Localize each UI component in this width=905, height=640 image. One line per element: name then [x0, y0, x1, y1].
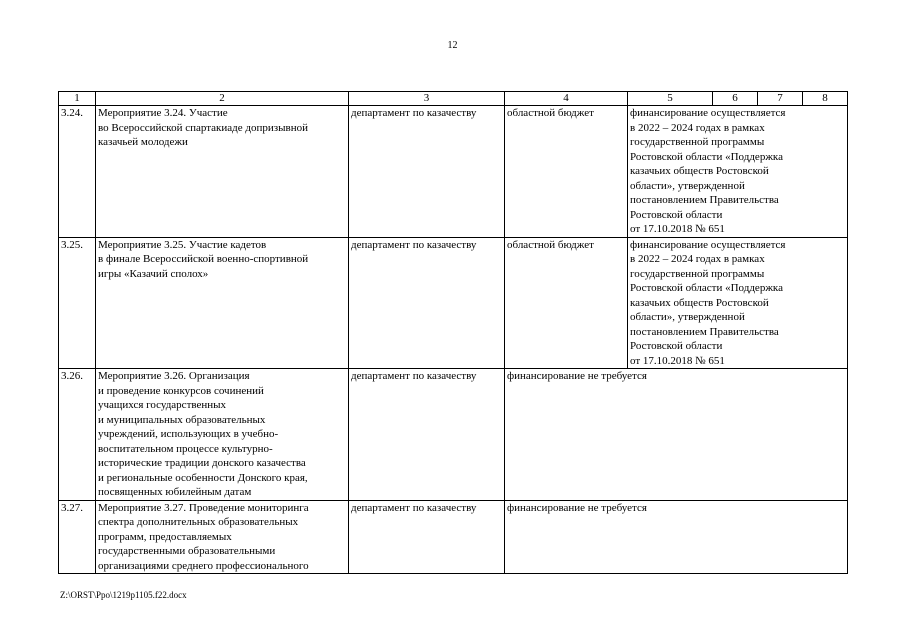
text-line: финансирование осуществляется — [630, 238, 786, 251]
page-number: 12 — [447, 40, 458, 51]
text-line: казачьих обществ Ростовской — [630, 165, 769, 177]
text-line: финансирование осуществляется — [630, 107, 786, 119]
text-line: государственной программы — [630, 267, 765, 280]
executor-cell: департамент по казачеству — [349, 500, 505, 574]
text-line: Мероприятие 3.26. Организация — [98, 370, 250, 382]
text-line: области», утвержденной — [630, 179, 745, 192]
text-line: Мероприятие 3.24. Участие — [98, 107, 228, 119]
measure-name-cell — [96, 500, 349, 574]
text-line: учащихся государственных — [98, 399, 227, 411]
row-number: 3.25. — [59, 237, 96, 369]
header-cell: 3 — [349, 92, 505, 106]
text-line: от 17.10.2018 № 651 — [630, 223, 725, 235]
table-header-row — [59, 92, 848, 106]
row-number: 3.24. — [59, 106, 96, 238]
table-row — [59, 106, 848, 238]
text-line: спектра дополнительных образовательных — [98, 516, 299, 528]
text-line: и муниципальных образовательных — [98, 413, 266, 426]
header-cell: 4 — [505, 92, 628, 106]
header-cell: 6 — [713, 92, 758, 106]
measure-name-cell — [96, 237, 349, 369]
header-cell: 8 — [803, 92, 848, 106]
text-line: Ростовской области — [630, 340, 723, 352]
text-line: государственной программы — [630, 136, 765, 148]
measure-name-cell — [96, 369, 349, 501]
text-line: организациями среднего профессионального — [98, 559, 309, 572]
text-line: в 2022 – 2024 годах в рамках — [630, 253, 765, 265]
funding-source-cell: областной бюджет — [505, 106, 628, 238]
text-line: области», утвержденной — [630, 311, 745, 323]
text-line: и проведение конкурсов сочинений — [98, 384, 264, 397]
financing-note-cell: финансирование не требуется — [505, 500, 848, 574]
text-line: Ростовской области «Поддержка — [630, 150, 783, 163]
text-line: постановлением Правительства — [630, 325, 779, 338]
text-line: казачьих обществ Ростовской — [630, 296, 769, 309]
text-line: программ, предоставляемых — [98, 530, 232, 543]
text-line: Мероприятие 3.27. Проведение мониторинга — [98, 501, 309, 514]
measures-table — [58, 91, 848, 574]
text-line: Мероприятие 3.25. Участие кадетов — [98, 238, 267, 251]
executor-cell: департамент по казачеству — [349, 237, 505, 369]
text-line: казачьей молодежи — [98, 136, 188, 148]
table-row — [59, 237, 848, 369]
text-line: воспитательном процессе культурно- — [98, 442, 273, 455]
text-line: постановлением Правительства — [630, 194, 779, 206]
text-line: государственными образовательными — [98, 545, 276, 557]
table-row — [59, 369, 848, 501]
text-line: исторические традиции донского казачества — [98, 457, 306, 469]
text-line: во Всероссийской спартакиаде допризывной — [98, 121, 308, 134]
text-line: игры «Казачий сполох» — [98, 267, 209, 280]
text-line: в финале Всероссийской военно-спортивной — [98, 253, 309, 265]
text-line: посвященных юбилейным датам — [98, 486, 252, 498]
header-cell: 5 — [628, 92, 713, 106]
funding-source-cell: областной бюджет — [505, 237, 628, 369]
financing-details-cell — [628, 106, 848, 238]
header-cell: 2 — [96, 92, 349, 106]
text-line: Ростовской области «Поддержка — [630, 282, 783, 294]
row-number: 3.26. — [59, 369, 96, 501]
row-number: 3.27. — [59, 500, 96, 574]
financing-note-cell: финансирование не требуется — [505, 369, 848, 501]
header-cell: 7 — [758, 92, 803, 106]
header-cell: 1 — [59, 92, 96, 106]
executor-cell: департамент по казачеству — [349, 369, 505, 501]
text-line: от 17.10.2018 № 651 — [630, 354, 725, 367]
text-line: учреждений, использующих в учебно- — [98, 428, 279, 440]
executor-cell: департамент по казачеству — [349, 106, 505, 238]
table-row — [59, 500, 848, 574]
file-path-footer: Z:\ORST\Ppo\1219p1105.f22.docx — [60, 590, 187, 600]
text-line: Ростовской области — [630, 208, 723, 221]
measure-name-cell — [96, 106, 349, 238]
text-line: и региональные особенности Донского края, — [98, 471, 308, 484]
financing-details-cell — [628, 237, 848, 369]
text-line: в 2022 – 2024 годах в рамках — [630, 121, 765, 134]
